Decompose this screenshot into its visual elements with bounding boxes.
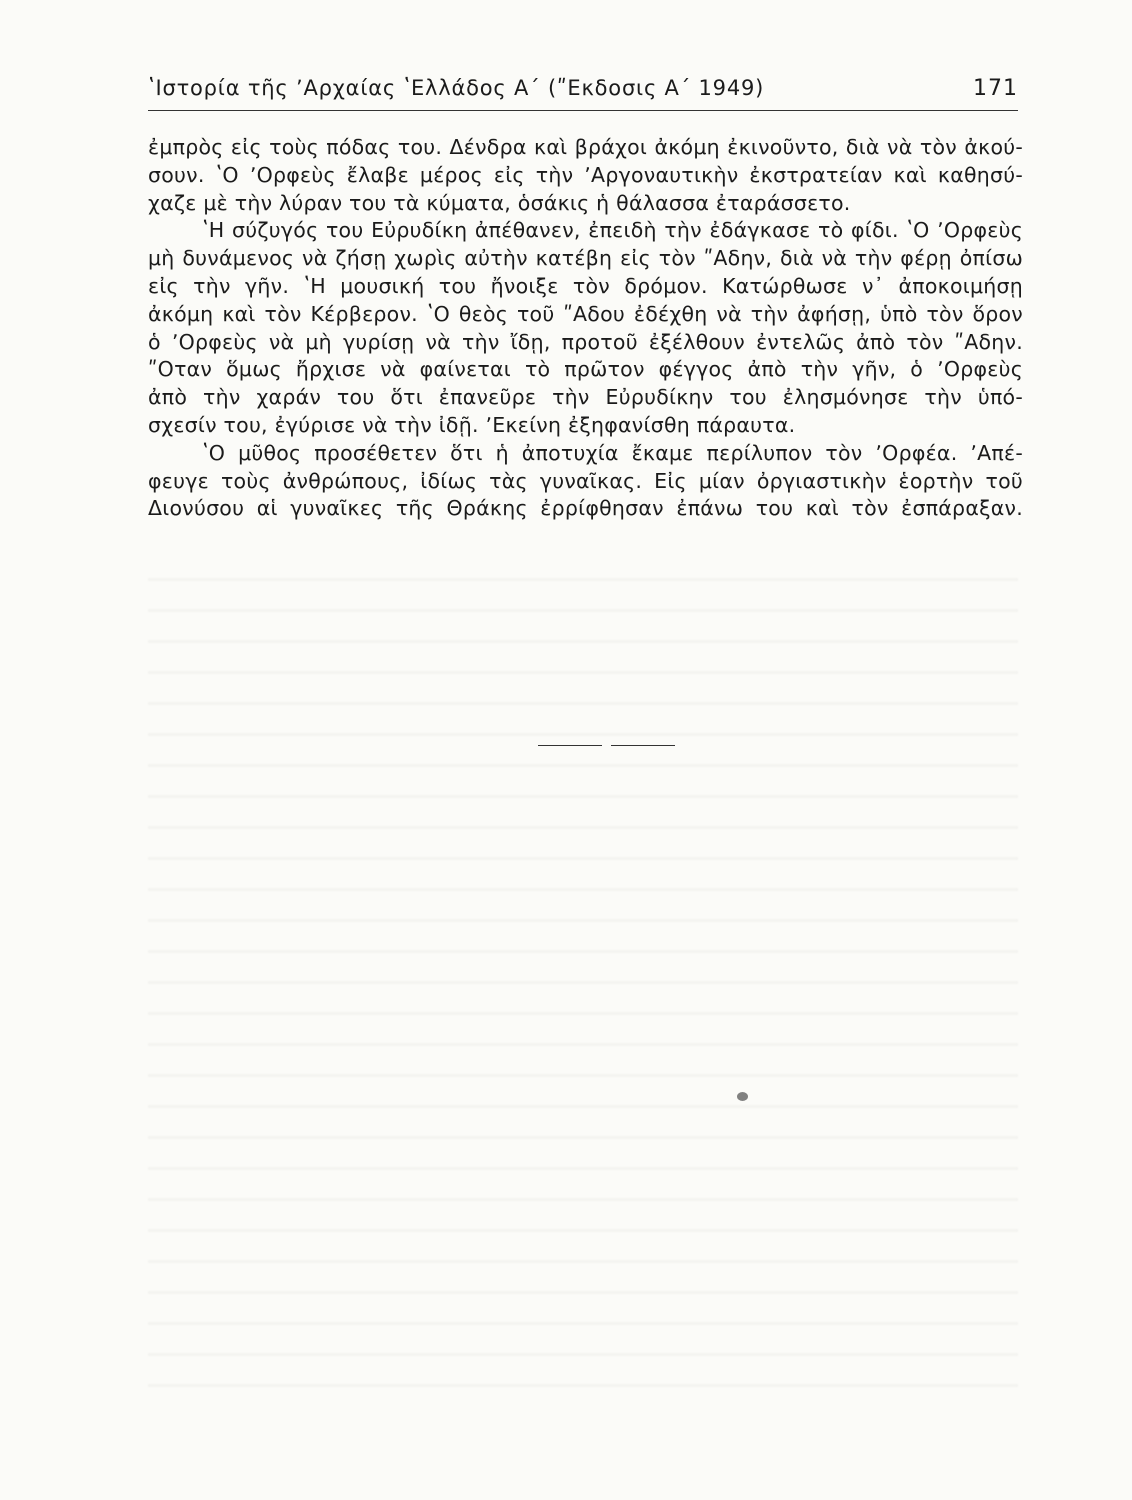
text-line: σχεσίν του, ἐγύρισε νὰ τὴν ἰδῇ. ʼΕκείνη ἐξηφανίσθη πάραυτα. [148, 412, 796, 437]
text-line: ἀπὸ τὴν χαράν του ὅτι ἐπανεῦρε τὴν Εὐρυδίκην του ἐλησμόνησε τὴν ὑπό- [148, 385, 1023, 410]
text-line: χαζε μὲ τὴν λύραν του τὰ κύματα, ὁσάκις ἡ θάλασσα ἐταράσσετο. [148, 190, 851, 215]
text-line: ʽΟ μῦθος προσέθετεν ὅτι ἡ ἀποτυχία ἔκαμε περίλυπον τὸν ʼΟρφέα. ʼΑπέ- [202, 440, 1023, 465]
text-line: ἐμπρὸς εἰς τοὺς πόδας του. Δένδρα καὶ βράχοι ἀκόμη ἐκινοῦντο, διὰ νὰ τὸν ἀκού- [148, 135, 1023, 159]
text-line: ἀκόμη καὶ τὸν Κέρβερον. ʽΟ θεὸς τοῦ ʺΑδου ἐδέχθη νὰ τὴν ἀφήσῃ, ὑπὸ τὸν ὅρον [148, 301, 1023, 326]
text-line: φευγε τοὺς ἀνθρώπους, ἰδίως τὰς γυναῖκας. Εἰς μίαν ὀργιαστικὴν ἑορτὴν τοῦ [148, 468, 1023, 493]
section-divider-right [611, 745, 675, 746]
section-divider-left [538, 745, 602, 746]
ink-speck [737, 1092, 748, 1101]
text-line: ʺΟταν ὅμως ἤρχισε νὰ φαίνεται τὸ πρῶτον φέγγος ἀπὸ τὴν γῆν, ὁ ʼΟρφεὺς [148, 357, 1023, 382]
body-text [148, 134, 1023, 523]
text-line: ὁ ʼΟρφεὺς νὰ μὴ γυρίσῃ νὰ τὴν ἴδῃ, προτοῦ ἐξέλθουν ἐντελῶς ἀπὸ τὸν ʺΑδην. [148, 329, 1023, 354]
running-title: ʽΙστορία τῆς ʼΑρχαίας ʽΕλλάδος Α΄ (ʺΕκδοσις Α΄ 1949) [148, 76, 765, 100]
page-number: 171 [973, 76, 1018, 101]
text-line: ʽΗ σύζυγός του Εὐρυδίκη ἀπέθανεν, ἐπειδὴ τὴν ἐδάγκασε τὸ φίδι. ʽΟ ʼΟρφεὺς [202, 218, 1023, 243]
text-line: εἰς τὴν γῆν. ʽΗ μουσική του ἤνοιξε τὸν δρόμον. Κατώρθωσε ν᾽ ἀποκοιμήσῃ [148, 273, 1023, 298]
running-header [148, 76, 1018, 111]
text-line: Διονύσου αἱ γυναῖκες τῆς Θράκης ἐρρίφθησαν ἐπάνω του καὶ τὸν ἐσπάραξαν. [148, 496, 1023, 521]
text-line: μὴ δυνάμενος νὰ ζήσῃ χωρὶς αὐτὴν κατέβη εἰς τὸν ʺΑδην, διὰ νὰ τὴν φέρῃ ὀπίσω [148, 246, 1023, 271]
show-through-background [148, 568, 1018, 1388]
text-line: σουν. ʽΟ ʼΟρφεὺς ἔλαβε μέρος εἰς τὴν ʼΑργοναυτικὴν ἐκστρατείαν καὶ καθησύ- [148, 162, 1023, 187]
